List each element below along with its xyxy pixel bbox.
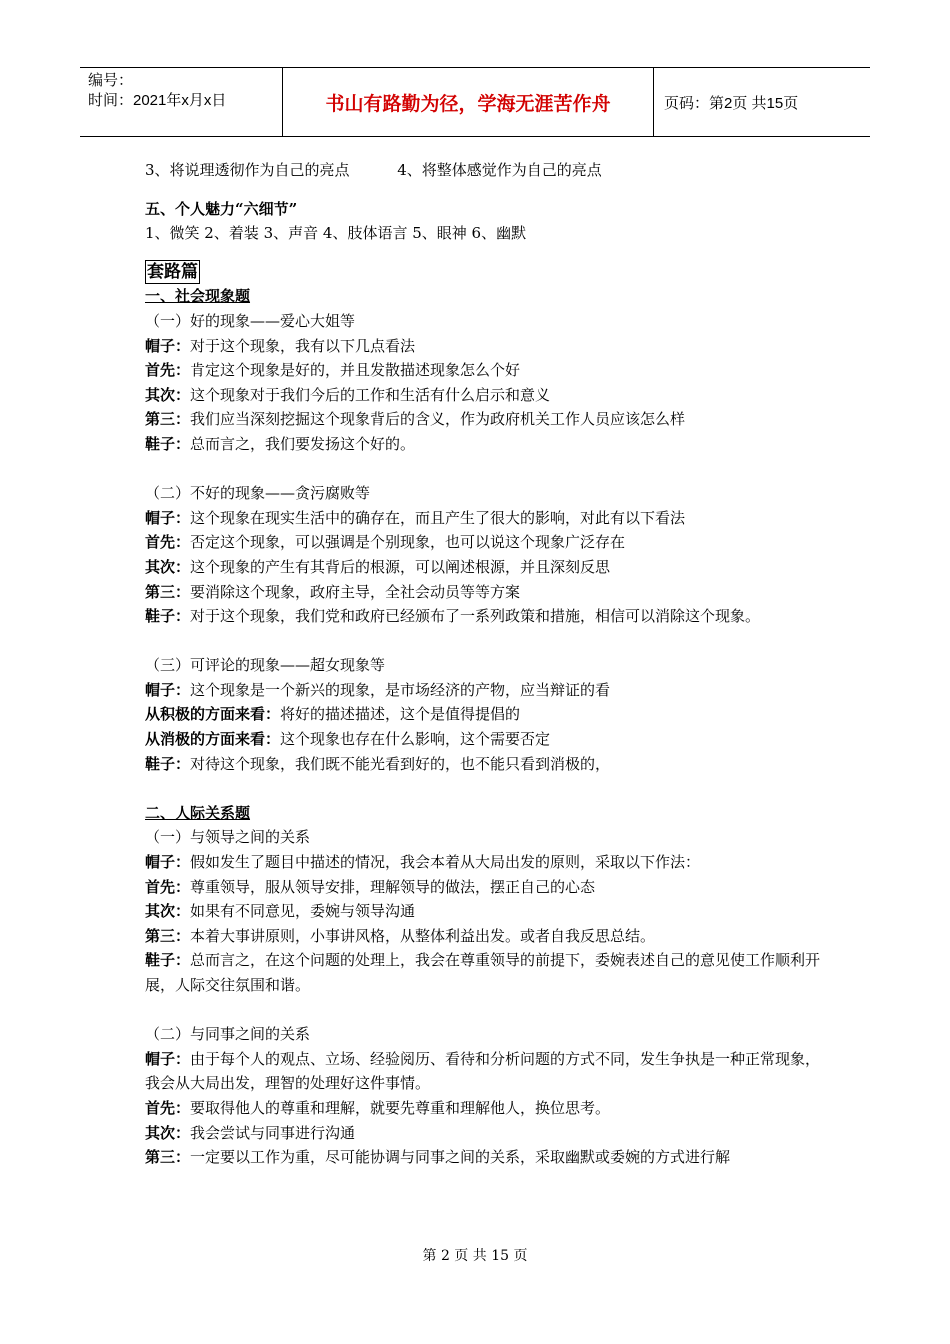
body-line (145, 948, 825, 997)
line-key: 鞋子： (145, 754, 191, 773)
line-key: 首先： (145, 533, 191, 552)
body-line (145, 1047, 825, 1096)
line-key: 其次： (145, 902, 191, 921)
body-line (145, 580, 825, 605)
line-text: 本着大事讲原则，小事讲风格，从整体利益出发。或者自我反思总结。 (190, 926, 656, 945)
line-key: 帽子： (145, 1049, 191, 1068)
body-line (145, 506, 825, 531)
subsection-title: （一）好的现象——爱心大姐等 (145, 311, 356, 330)
body-line (145, 555, 825, 580)
line-text: 总而言之，在这个问题的处理上，我会在尊重领导的前提下，委婉表述自己的意见使工作顺利开展，人际交往氛围和谐。 (145, 951, 821, 994)
body-line (145, 383, 825, 408)
body-line (145, 334, 825, 359)
body-line (145, 702, 825, 727)
body-line (145, 432, 825, 457)
date-line: 时间：2021年x月x日 (88, 92, 227, 109)
subsection-title: （一）与领导之间的关系 (145, 828, 311, 847)
line-key: 第三： (145, 1148, 191, 1167)
body-line (145, 752, 825, 777)
line-key: 从消极的方面来看： (145, 730, 281, 749)
header-page-info (654, 68, 870, 136)
line-text: 我们应当深刻挖掘这个现象背后的含义，作为政府机关工作人员应该怎么样 (190, 410, 686, 429)
page-info-text: 页码：第2页 共15页 (664, 94, 799, 112)
line-key: 其次： (145, 557, 191, 576)
line-key: 首先： (145, 361, 191, 380)
header-left-cell (80, 68, 282, 136)
body-line (145, 875, 825, 900)
body-line (145, 358, 825, 383)
body-line (145, 727, 825, 752)
header-motto: 书山有路勤为径，学海无涯苦作舟 (282, 68, 654, 136)
body-line (145, 1121, 825, 1146)
line-text: 要消除这个现象，政府主导，全社会动员等等方案 (190, 582, 521, 601)
line-text: 对待这个现象，我们既不能光看到好的，也不能只看到消极的， (190, 754, 611, 773)
subsection-title: （三）可评论的现象——超女现象等 (145, 656, 386, 675)
line-text: 如果有不同意见，委婉与领导沟通 (190, 902, 416, 921)
line-text: 一定要以工作为重，尽可能协调与同事之间的关系，采取幽默或委婉的方式进行解 (190, 1148, 731, 1167)
line-text: 对于这个现象，我们党和政府已经颁布了一系列政策和措施，相信可以消除这个现象。 (190, 607, 761, 626)
line-key: 第三： (145, 926, 191, 945)
tips-line: 3、将说理透彻作为自己的亮点 4、将整体感觉作为自己的亮点 (145, 161, 602, 179)
serial-number-label: 编号： (88, 72, 134, 89)
line-key: 鞋子： (145, 951, 191, 970)
page-footer: 第 2 页 共 15 页 (422, 1248, 528, 1264)
line-text: 对于这个现象，我有以下几点看法 (190, 336, 416, 355)
body-line (145, 899, 825, 924)
line-key: 首先： (145, 1098, 191, 1117)
section-title: 一、社会现象题 (145, 287, 251, 306)
line-text: 这个现象是一个新兴的现象，是市场经济的产物，应当辩证的看 (190, 680, 611, 699)
line-text: 这个现象也存在什么影响，这个需要否定 (280, 730, 551, 749)
line-key: 其次： (145, 385, 191, 404)
subsection-title: （二）不好的现象——贪污腐败等 (145, 484, 371, 503)
body-line (145, 1096, 825, 1121)
body-line (145, 1145, 825, 1170)
line-text: 假如发生了题目中描述的情况，我会本着从大局出发的原则，采取以下作法： (190, 853, 701, 872)
line-text: 否定这个现象，可以强调是个别现象，也可以说这个现象广泛存在 (190, 533, 626, 552)
line-text: 尊重领导，服从领导安排，理解领导的做法，摆正自己的心态 (190, 877, 596, 896)
line-text: 将好的描述描述，这个是值得提倡的 (280, 705, 521, 724)
charm-title: 五、个人魅力“六细节” (145, 199, 298, 218)
line-text: 肯定这个现象是好的，并且发散描述现象怎么个好 (190, 361, 521, 380)
body-line (145, 530, 825, 555)
line-key: 帽子： (145, 508, 191, 527)
line-text: 要取得他人的尊重和理解，就要先尊重和理解他人，换位思考。 (190, 1098, 611, 1117)
line-text: 这个现象在现实生活中的确存在，而且产生了很大的影响，对此有以下看法 (190, 508, 686, 527)
section-title: 二、人际关系题 (145, 803, 251, 822)
page-header (80, 67, 870, 137)
document-body (145, 158, 825, 1170)
line-text: 这个现象的产生有其背后的根源，可以阐述根源，并且深刻反思 (190, 557, 611, 576)
line-text: 这个现象对于我们今后的工作和生活有什么启示和意义 (190, 385, 551, 404)
line-key: 从积极的方面来看： (145, 705, 281, 724)
subsection-title: （二）与同事之间的关系 (145, 1025, 311, 1044)
line-key: 鞋子： (145, 434, 191, 453)
line-text: 我会尝试与同事进行沟通 (190, 1123, 356, 1142)
body-line (145, 850, 825, 875)
body-line (145, 678, 825, 703)
body-line (145, 604, 825, 629)
line-key: 鞋子： (145, 607, 191, 626)
line-text: 由于每个人的观点、立场、经验阅历、看待和分析问题的方式不同，发生争执是一种正常现象，我会从大局出发，理智的处理好这件事情。 (145, 1049, 821, 1093)
line-key: 其次： (145, 1123, 191, 1142)
body-line (145, 407, 825, 432)
line-key: 第三： (145, 582, 191, 601)
line-key: 第三： (145, 410, 191, 429)
line-key: 帽子： (145, 853, 191, 872)
line-text: 总而言之，我们要发扬这个好的。 (190, 434, 416, 453)
line-key: 首先： (145, 877, 191, 896)
body-line (145, 924, 825, 949)
charm-items: 1、微笑 2、着装 3、声音 4、肢体语言 5、眼神 6、幽默 (145, 224, 527, 243)
routine-heading: 套路篇 (147, 261, 198, 282)
line-key: 帽子： (145, 336, 191, 355)
line-key: 帽子： (145, 680, 191, 699)
